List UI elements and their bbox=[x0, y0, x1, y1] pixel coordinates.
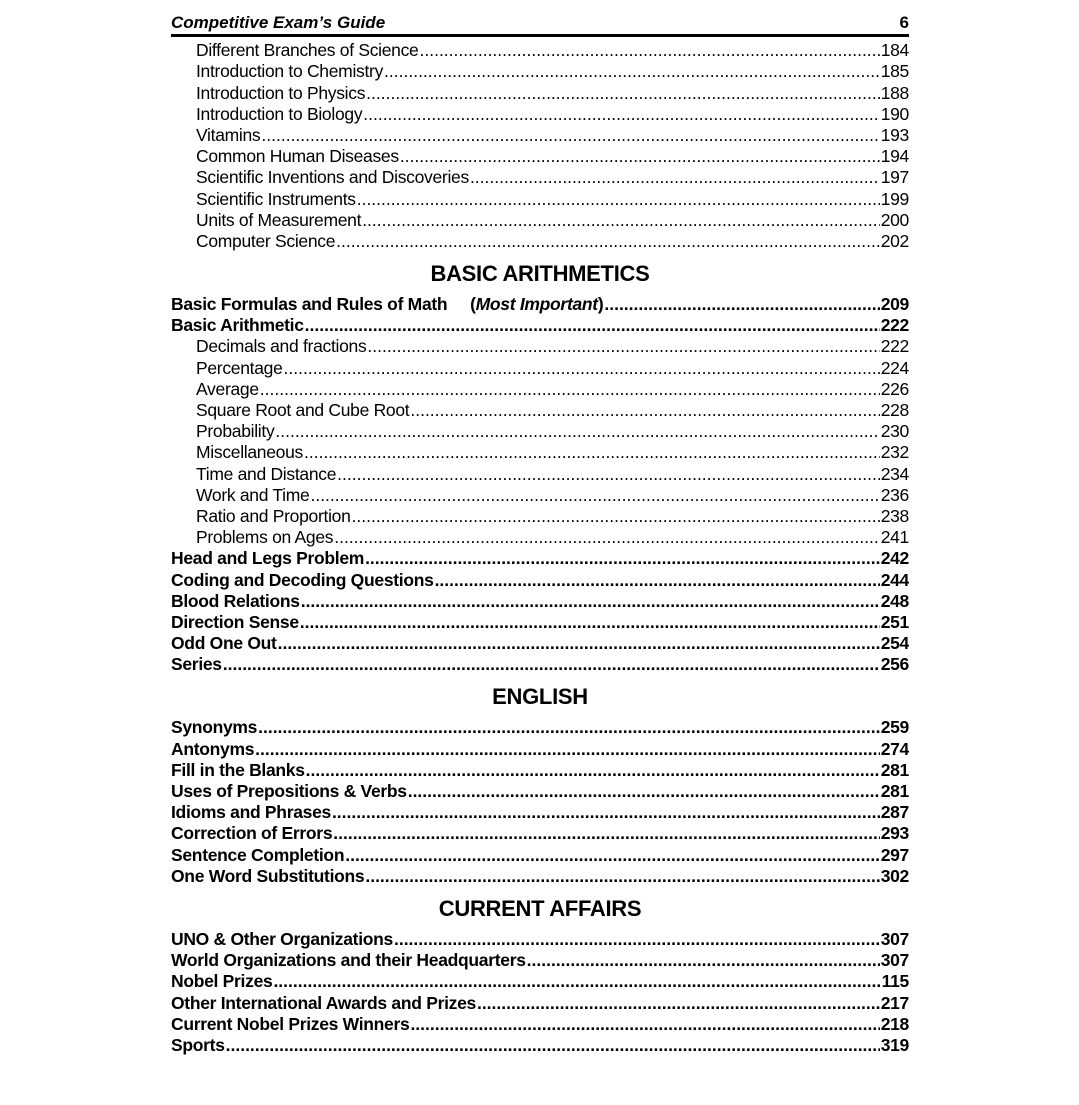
toc-entry[interactable] bbox=[171, 781, 909, 802]
dot-leader bbox=[300, 612, 880, 633]
dot-leader bbox=[527, 950, 880, 971]
toc-entry-label: Current Nobel Prizes Winners bbox=[171, 1013, 410, 1034]
toc-entry-page: 297 bbox=[880, 844, 909, 865]
dot-leader bbox=[334, 527, 879, 548]
toc-entry-page: 319 bbox=[880, 1034, 909, 1055]
dot-leader bbox=[310, 485, 879, 506]
toc-entry-page: 226 bbox=[880, 378, 909, 399]
toc-entry-page: 200 bbox=[880, 209, 909, 230]
dot-leader bbox=[477, 993, 880, 1014]
toc-entry-page: 238 bbox=[880, 505, 909, 526]
dot-leader bbox=[357, 189, 880, 210]
toc-entry-page: 293 bbox=[880, 823, 909, 844]
toc-entry[interactable] bbox=[171, 1035, 909, 1056]
dot-leader bbox=[363, 104, 879, 125]
toc-entry-page: 190 bbox=[880, 103, 909, 124]
toc-entry-page: 307 bbox=[880, 950, 909, 971]
toc-entry-label: Computer Science bbox=[196, 230, 336, 251]
toc-entry-label: Units of Measurement bbox=[196, 209, 362, 230]
toc-entry-page: 222 bbox=[880, 336, 909, 357]
arithmetic-main-entries bbox=[171, 548, 909, 675]
toc-entry-label: Probability bbox=[196, 421, 275, 442]
dot-leader bbox=[420, 40, 880, 61]
book-title: Competitive Exam’s Guide bbox=[171, 13, 386, 32]
toc-entry-label: Sentence Completion bbox=[171, 844, 345, 865]
toc-entry[interactable] bbox=[171, 379, 909, 400]
toc-entry[interactable] bbox=[171, 929, 909, 950]
toc-entry-label: Vitamins bbox=[196, 124, 261, 145]
toc-entry[interactable] bbox=[171, 548, 909, 569]
english-entries bbox=[171, 717, 909, 887]
toc-entry-label: Blood Relations bbox=[171, 590, 300, 611]
dot-leader bbox=[337, 464, 880, 485]
toc-entry-label: Introduction to Chemistry bbox=[196, 61, 384, 82]
toc-entry[interactable] bbox=[171, 866, 909, 887]
table-of-contents bbox=[171, 40, 909, 1056]
toc-entry[interactable] bbox=[171, 971, 909, 992]
toc-entry-label: Time and Distance bbox=[196, 463, 337, 484]
dot-leader bbox=[255, 739, 880, 760]
dot-leader bbox=[333, 823, 879, 844]
toc-entry[interactable] bbox=[171, 612, 909, 633]
toc-entry-label: Scientific Inventions and Discoveries bbox=[196, 167, 469, 188]
toc-entry[interactable] bbox=[171, 823, 909, 844]
dot-leader bbox=[408, 781, 880, 802]
toc-entry-page: 302 bbox=[880, 865, 909, 886]
toc-entry[interactable] bbox=[171, 188, 909, 209]
science-entries bbox=[171, 40, 909, 252]
section-heading-current-affairs: CURRENT AFFAIRS bbox=[438, 895, 642, 921]
toc-entry[interactable] bbox=[171, 591, 909, 612]
toc-entry-label: Work and Time bbox=[196, 484, 310, 505]
toc-entry-page: 281 bbox=[880, 759, 909, 780]
dot-leader bbox=[223, 654, 880, 675]
toc-entry-label: Series bbox=[171, 654, 222, 675]
dot-leader bbox=[367, 336, 879, 357]
toc-entry[interactable] bbox=[171, 61, 909, 82]
dot-leader bbox=[400, 146, 880, 167]
toc-entry[interactable] bbox=[171, 463, 909, 484]
toc-entry-label: Problems on Ages bbox=[196, 527, 334, 548]
toc-entry-page: 202 bbox=[880, 230, 909, 251]
dot-leader bbox=[273, 971, 880, 992]
dot-leader bbox=[604, 294, 879, 315]
toc-entry-formulas[interactable] bbox=[171, 294, 909, 315]
toc-entry-label: Miscellaneous bbox=[196, 442, 303, 463]
toc-entry[interactable] bbox=[171, 569, 909, 590]
dot-leader bbox=[258, 717, 880, 738]
dot-leader bbox=[365, 866, 879, 887]
toc-entry[interactable] bbox=[171, 802, 909, 823]
dot-leader bbox=[410, 1014, 879, 1035]
dot-leader bbox=[260, 379, 880, 400]
dot-leader bbox=[306, 760, 880, 781]
toc-entry-page: 188 bbox=[880, 82, 909, 103]
toc-entry-label: Sports bbox=[171, 1034, 225, 1055]
toc-entry-page: 230 bbox=[880, 421, 909, 442]
dot-leader bbox=[345, 845, 879, 866]
toc-entry[interactable] bbox=[171, 104, 909, 125]
toc-entry[interactable] bbox=[171, 760, 909, 781]
toc-entry-page: 259 bbox=[880, 717, 909, 738]
toc-entry-label: Fill in the Blanks bbox=[171, 759, 305, 780]
dot-leader bbox=[470, 167, 880, 188]
toc-entry[interactable] bbox=[171, 442, 909, 463]
toc-entry-page: 222 bbox=[880, 315, 909, 336]
toc-entry-label: UNO & Other Organizations bbox=[171, 928, 393, 949]
dot-leader bbox=[384, 61, 880, 82]
toc-entry-page: 287 bbox=[880, 802, 909, 823]
toc-entry-label: Common Human Diseases bbox=[196, 146, 399, 167]
toc-entry-label: Ratio and Proportion bbox=[196, 505, 351, 526]
toc-entry-page: 236 bbox=[880, 484, 909, 505]
dot-leader bbox=[284, 358, 880, 379]
toc-entry[interactable] bbox=[171, 992, 909, 1013]
toc-entry-page: 242 bbox=[880, 548, 909, 569]
page-number: 6 bbox=[899, 13, 909, 32]
toc-entry[interactable] bbox=[171, 633, 909, 654]
toc-entry-page: 281 bbox=[880, 781, 909, 801]
dot-leader bbox=[362, 210, 880, 231]
toc-entry-page: 185 bbox=[880, 61, 909, 82]
toc-entry-page: 193 bbox=[880, 124, 909, 145]
toc-entry-page: 241 bbox=[880, 527, 909, 548]
toc-entry-page: 228 bbox=[880, 400, 909, 420]
toc-entry-basic-arithmetic[interactable] bbox=[171, 315, 909, 336]
toc-entry-label: Other International Awards and Prizes bbox=[171, 992, 476, 1013]
toc-entry[interactable] bbox=[171, 336, 909, 357]
current-affairs-entries bbox=[171, 929, 909, 1056]
toc-entry-page: 244 bbox=[880, 569, 909, 590]
toc-entry[interactable] bbox=[171, 125, 909, 146]
toc-entry-label: Coding and Decoding Questions bbox=[171, 569, 434, 590]
toc-entry-label: Basic Formulas and Rules of Math (Most Important) bbox=[171, 294, 604, 315]
toc-entry-page: 248 bbox=[880, 590, 909, 611]
toc-entry-label: Scientific Instruments bbox=[196, 188, 356, 209]
toc-entry-page: 274 bbox=[880, 738, 909, 759]
toc-entry-label: Square Root and Cube Root bbox=[196, 400, 410, 420]
toc-entry-label: Uses of Prepositions & Verbs bbox=[171, 781, 407, 801]
arithmetic-sub-entries bbox=[171, 336, 909, 548]
toc-entry[interactable] bbox=[171, 231, 909, 252]
dot-leader bbox=[301, 591, 880, 612]
toc-entry-label: Correction of Errors bbox=[171, 823, 333, 844]
toc-entry[interactable] bbox=[171, 717, 909, 738]
dot-leader bbox=[336, 231, 880, 252]
dot-leader bbox=[365, 548, 880, 569]
toc-entry[interactable] bbox=[171, 527, 909, 548]
dot-leader bbox=[410, 400, 879, 421]
toc-entry-note: Most Important bbox=[475, 294, 598, 315]
toc-entry-page: 234 bbox=[880, 463, 909, 484]
toc-entry-label: Direction Sense bbox=[171, 611, 299, 632]
toc-entry-label: One Word Substitutions bbox=[171, 865, 365, 886]
toc-entry-page: 209 bbox=[880, 294, 909, 315]
toc-entry-label: Synonyms bbox=[171, 717, 258, 738]
dot-leader bbox=[305, 315, 880, 336]
dot-leader bbox=[366, 83, 880, 104]
toc-entry[interactable] bbox=[171, 82, 909, 103]
section-heading-english: ENGLISH bbox=[492, 684, 588, 710]
toc-entry-label: Average bbox=[196, 378, 259, 399]
dot-leader bbox=[226, 1035, 880, 1056]
toc-entry[interactable] bbox=[171, 485, 909, 506]
toc-entry-page: 218 bbox=[880, 1013, 909, 1034]
toc-entry-label: Antonyms bbox=[171, 738, 255, 759]
toc-entry-page: 224 bbox=[880, 357, 909, 378]
dot-leader bbox=[278, 633, 880, 654]
page-header bbox=[171, 11, 909, 37]
dot-leader bbox=[352, 506, 880, 527]
toc-entry-label: Decimals and fractions bbox=[196, 336, 367, 357]
toc-entry-label: Odd One Out bbox=[171, 633, 277, 654]
toc-entry[interactable] bbox=[171, 400, 909, 421]
toc-entry-page: 199 bbox=[880, 188, 909, 209]
toc-entry-page: 194 bbox=[880, 146, 909, 167]
toc-entry-label: Idioms and Phrases bbox=[171, 802, 331, 823]
toc-entry[interactable] bbox=[171, 421, 909, 442]
toc-entry-label: Different Branches of Science bbox=[196, 40, 419, 61]
toc-entry[interactable] bbox=[171, 40, 909, 61]
toc-entry-page: 256 bbox=[880, 654, 909, 675]
toc-entry-page: 115 bbox=[881, 971, 909, 992]
toc-entry-page: 307 bbox=[880, 928, 909, 949]
toc-entry[interactable] bbox=[171, 146, 909, 167]
toc-entry[interactable] bbox=[171, 844, 909, 865]
toc-entry-page: 197 bbox=[880, 167, 909, 188]
toc-entry[interactable] bbox=[171, 654, 909, 675]
dot-leader bbox=[261, 125, 879, 146]
toc-entry-label: Basic Arithmetic bbox=[171, 315, 304, 336]
toc-entry-label: Introduction to Physics bbox=[196, 82, 366, 103]
toc-entry[interactable] bbox=[171, 1014, 909, 1035]
dot-leader bbox=[394, 929, 880, 950]
dot-leader bbox=[275, 421, 879, 442]
toc-entry[interactable] bbox=[171, 167, 909, 188]
toc-entry[interactable] bbox=[171, 506, 909, 527]
toc-entry-page: 217 bbox=[880, 992, 909, 1013]
toc-entry[interactable] bbox=[171, 738, 909, 759]
toc-entry-page: 184 bbox=[880, 40, 909, 61]
toc-entry-page: 251 bbox=[880, 611, 909, 632]
toc-entry-page: 232 bbox=[880, 442, 909, 463]
dot-leader bbox=[304, 442, 880, 463]
dot-leader bbox=[332, 802, 880, 823]
toc-entry-label: Percentage bbox=[196, 357, 283, 378]
toc-entry-page: 254 bbox=[880, 633, 909, 654]
toc-entry[interactable] bbox=[171, 210, 909, 231]
toc-entry-label: Nobel Prizes bbox=[171, 971, 273, 992]
toc-entry-label: World Organizations and their Headquarters bbox=[171, 950, 526, 971]
dot-leader bbox=[435, 570, 880, 591]
section-heading-arithmetic: BASIC ARITHMETICS bbox=[430, 260, 650, 286]
toc-entry[interactable] bbox=[171, 357, 909, 378]
toc-entry[interactable] bbox=[171, 950, 909, 971]
toc-entry-label: Head and Legs Problem bbox=[171, 548, 365, 569]
toc-entry-label: Introduction to Biology bbox=[196, 103, 363, 124]
